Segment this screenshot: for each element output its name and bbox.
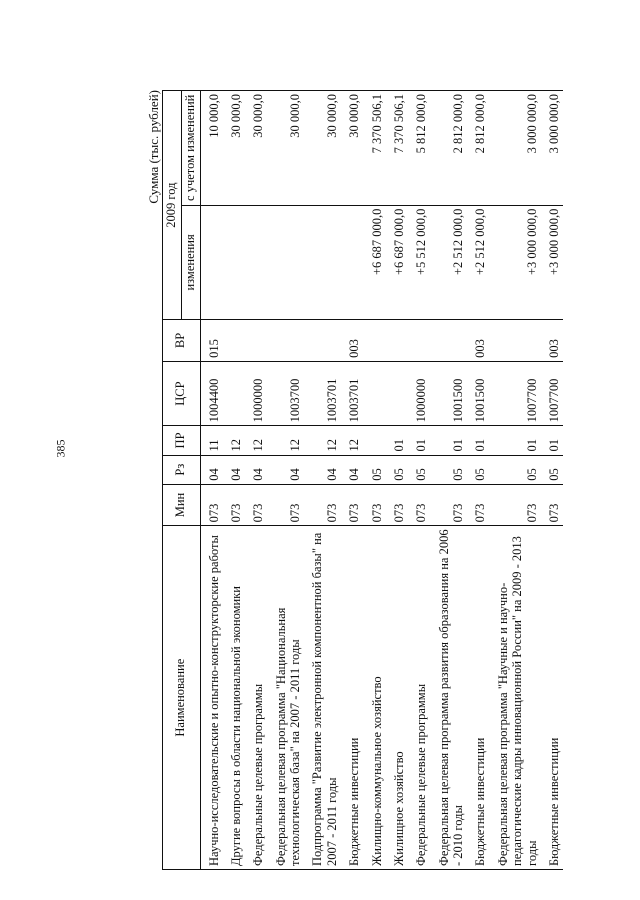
row-pr: 01 bbox=[386, 426, 408, 455]
header-changes: изменения bbox=[181, 205, 200, 320]
header-name: Наименование bbox=[163, 526, 201, 870]
row-min: 073 bbox=[341, 484, 363, 526]
row-name: Федеральные целевые программы bbox=[408, 526, 430, 870]
header-total: с учетом изменений bbox=[181, 91, 200, 206]
row-pr: 01 bbox=[431, 426, 468, 455]
row-change: +3 000 000,0 bbox=[490, 205, 541, 320]
row-pr: 12 bbox=[245, 426, 267, 455]
row-vr bbox=[223, 320, 245, 362]
header-rz: Рз bbox=[163, 455, 201, 484]
row-total: 30 000,0 bbox=[341, 91, 363, 206]
row-vr: 003 bbox=[467, 320, 489, 362]
row-rz: 05 bbox=[386, 455, 408, 484]
row-name: Бюджетные инвестиции bbox=[541, 526, 563, 870]
row-csr: 1003701 bbox=[341, 361, 363, 426]
row-csr bbox=[386, 361, 408, 426]
budget-table bbox=[162, 90, 563, 870]
row-rz: 05 bbox=[408, 455, 430, 484]
row-rz: 04 bbox=[341, 455, 363, 484]
row-min: 073 bbox=[364, 484, 386, 526]
row-total: 30 000,0 bbox=[304, 91, 341, 206]
row-pr: 01 bbox=[408, 426, 430, 455]
row-change bbox=[341, 205, 363, 320]
row-vr: 003 bbox=[541, 320, 563, 362]
row-total: 30 000,0 bbox=[268, 91, 305, 206]
units-label: Сумма (тыс. рублей) bbox=[146, 90, 161, 204]
row-name: Бюджетные инвестиции bbox=[341, 526, 363, 870]
row-name: Федеральная целевая программа развития образования на 2006 - 2010 годы bbox=[431, 526, 468, 870]
row-pr: 12 bbox=[304, 426, 341, 455]
row-rz: 05 bbox=[467, 455, 489, 484]
row-rz: 05 bbox=[541, 455, 563, 484]
row-csr: 1007700 bbox=[541, 361, 563, 426]
table-row bbox=[541, 91, 563, 870]
row-rz: 04 bbox=[223, 455, 245, 484]
row-vr bbox=[268, 320, 305, 362]
row-min: 073 bbox=[245, 484, 267, 526]
row-csr: 1001500 bbox=[431, 361, 468, 426]
table-row bbox=[268, 91, 305, 870]
row-total: 2 812 000,0 bbox=[431, 91, 468, 206]
row-change bbox=[268, 205, 305, 320]
row-pr: 11 bbox=[200, 426, 223, 455]
row-min: 073 bbox=[408, 484, 430, 526]
row-name: Другие вопросы в области национальной экономики bbox=[223, 526, 245, 870]
row-vr: 003 bbox=[341, 320, 363, 362]
row-change: +6 687 000,0 bbox=[364, 205, 386, 320]
row-min: 073 bbox=[268, 484, 305, 526]
row-change bbox=[245, 205, 267, 320]
row-name: Жилищно-коммунальное хозяйство bbox=[364, 526, 386, 870]
row-total: 7 370 506,1 bbox=[364, 91, 386, 206]
row-min: 073 bbox=[541, 484, 563, 526]
row-vr: 015 bbox=[200, 320, 223, 362]
row-min: 073 bbox=[386, 484, 408, 526]
row-name: Бюджетные инвестиции bbox=[467, 526, 489, 870]
row-pr: 01 bbox=[541, 426, 563, 455]
row-change bbox=[304, 205, 341, 320]
row-vr bbox=[431, 320, 468, 362]
row-total: 10 000,0 bbox=[200, 91, 223, 206]
row-vr bbox=[364, 320, 386, 362]
row-change: +2 512 000,0 bbox=[467, 205, 489, 320]
row-vr bbox=[490, 320, 541, 362]
row-pr: 01 bbox=[490, 426, 541, 455]
row-csr: 1003700 bbox=[268, 361, 305, 426]
row-total: 30 000,0 bbox=[223, 91, 245, 206]
table-row bbox=[364, 91, 386, 870]
row-total: 3 000 000,0 bbox=[541, 91, 563, 206]
row-csr: 1007700 bbox=[490, 361, 541, 426]
row-change: +2 512 000,0 bbox=[431, 205, 468, 320]
table-row bbox=[431, 91, 468, 870]
row-pr: 12 bbox=[223, 426, 245, 455]
row-name: Подпрограмма "Развитие электронной компонентной базы" на 2007 - 2011 годы bbox=[304, 526, 341, 870]
row-name: Жилищное хозяйство bbox=[386, 526, 408, 870]
row-csr: 1001500 bbox=[467, 361, 489, 426]
table-wrap bbox=[162, 90, 563, 870]
row-rz: 04 bbox=[268, 455, 305, 484]
row-rz: 05 bbox=[490, 455, 541, 484]
row-min: 073 bbox=[200, 484, 223, 526]
header-year: 2009 год bbox=[163, 91, 182, 320]
row-rz: 04 bbox=[245, 455, 267, 484]
row-pr: 12 bbox=[268, 426, 305, 455]
table-row bbox=[245, 91, 267, 870]
header-vr: ВР bbox=[163, 320, 201, 362]
row-rz: 05 bbox=[431, 455, 468, 484]
row-total: 2 812 000,0 bbox=[467, 91, 489, 206]
row-min: 073 bbox=[223, 484, 245, 526]
table-body bbox=[200, 91, 563, 870]
table-row bbox=[386, 91, 408, 870]
table-row bbox=[223, 91, 245, 870]
row-csr bbox=[364, 361, 386, 426]
header-min: Мин bbox=[163, 484, 201, 526]
table-row bbox=[408, 91, 430, 870]
row-csr: 1000000 bbox=[245, 361, 267, 426]
row-min: 073 bbox=[431, 484, 468, 526]
row-csr: 1000000 bbox=[408, 361, 430, 426]
budget-table-sheet bbox=[146, 90, 640, 870]
row-pr: 12 bbox=[341, 426, 363, 455]
row-min: 073 bbox=[467, 484, 489, 526]
row-change: +5 512 000,0 bbox=[408, 205, 430, 320]
row-vr bbox=[386, 320, 408, 362]
header-pr: ПР bbox=[163, 426, 201, 455]
table-row bbox=[467, 91, 489, 870]
row-rz: 04 bbox=[304, 455, 341, 484]
row-change bbox=[200, 205, 223, 320]
row-min: 073 bbox=[304, 484, 341, 526]
row-change bbox=[223, 205, 245, 320]
row-name: Федеральная целевая программа "Национальная технологическая база" на 2007 - 2011 годы bbox=[268, 526, 305, 870]
row-vr bbox=[408, 320, 430, 362]
table-row bbox=[304, 91, 341, 870]
row-csr bbox=[223, 361, 245, 426]
table-row bbox=[200, 91, 223, 870]
row-min: 073 bbox=[490, 484, 541, 526]
row-total: 7 370 506,1 bbox=[386, 91, 408, 206]
row-change: +3 000 000,0 bbox=[541, 205, 563, 320]
row-total: 5 812 000,0 bbox=[408, 91, 430, 206]
page-number: 385 bbox=[53, 439, 68, 458]
row-vr bbox=[245, 320, 267, 362]
row-csr: 1003701 bbox=[304, 361, 341, 426]
table-row bbox=[490, 91, 541, 870]
row-rz: 05 bbox=[364, 455, 386, 484]
row-name: Федеральная целевая программа "Научные и научно-педагогические кадры инновационной России" на 2009 - 2013 годы bbox=[490, 526, 541, 870]
row-csr: 1004400 bbox=[200, 361, 223, 426]
row-pr: 01 bbox=[467, 426, 489, 455]
table-row bbox=[341, 91, 363, 870]
row-change: +6 687 000,0 bbox=[386, 205, 408, 320]
row-pr bbox=[364, 426, 386, 455]
row-vr bbox=[304, 320, 341, 362]
row-name: Федеральные целевые программы bbox=[245, 526, 267, 870]
row-total: 3 000 000,0 bbox=[490, 91, 541, 206]
row-rz: 04 bbox=[200, 455, 223, 484]
row-total: 30 000,0 bbox=[245, 91, 267, 206]
header-csr: ЦСР bbox=[163, 361, 201, 426]
row-name: Научно-исследовательские и опытно-конструкторские работы bbox=[200, 526, 223, 870]
